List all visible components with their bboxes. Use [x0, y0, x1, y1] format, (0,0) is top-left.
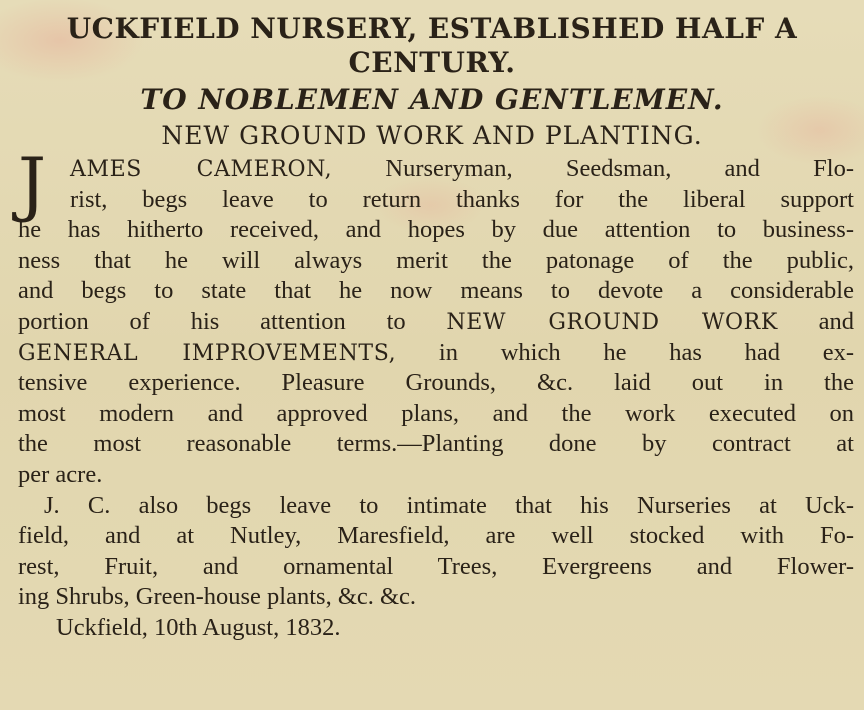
body-line-5: and begs to state that he now means to devote a considerable: [18, 277, 854, 305]
section-heading: NEW GROUND WORK AND PLANTING.: [161, 121, 703, 150]
body-line-10: the most reasonable terms.—Planting done by contract at: [18, 430, 854, 458]
body-line-9: most modern and approved plans, and the work executed on: [18, 399, 854, 427]
body-line-8: tensive experience. Pleasure Grounds, &c. laid out in the: [18, 369, 854, 397]
title-line-2: CENTURY.: [348, 46, 516, 79]
para2-line-1: J. C. also begs leave to intimate that his Nurseries at Uck-: [44, 491, 854, 519]
para2-line-2: field, and at Nutley, Maresfield, are well stocked with Fo-: [18, 522, 854, 550]
body-line-1: AMES CAMERON, Nurseryman, Seedsman, and Flo-: [70, 155, 854, 182]
body-line-7: GENERAL IMPROVEMENTS, in which he has had ex-: [18, 338, 854, 366]
body-line-3: he has hitherto received, and hopes by due attention to business-: [18, 216, 854, 244]
signoff: Uckfield, 10th August, 1832.: [56, 613, 341, 641]
title-line-1: UCKFIELD NURSERY, ESTABLISHED HALF A: [66, 12, 798, 45]
body-line-6: portion of his attention to NEW GROUND WORK and: [18, 307, 854, 335]
body-line-2: rist, begs leave to return thanks for the liberal support: [70, 185, 854, 213]
subtitle: TO NOBLEMEN AND GENTLEMEN.: [140, 83, 724, 116]
drop-cap: J: [18, 143, 47, 225]
body-line-4: ness that he will always merit the patonage of the public,: [18, 246, 854, 274]
para2-line-4: ing Shrubs, Green-house plants, &c. &c.: [18, 583, 417, 611]
para2-line-3: rest, Fruit, and ornamental Trees, Evergreens and Flower-: [18, 552, 854, 580]
body-line-11: per acre.: [18, 460, 103, 488]
advertisement-body: [18, 143, 854, 644]
